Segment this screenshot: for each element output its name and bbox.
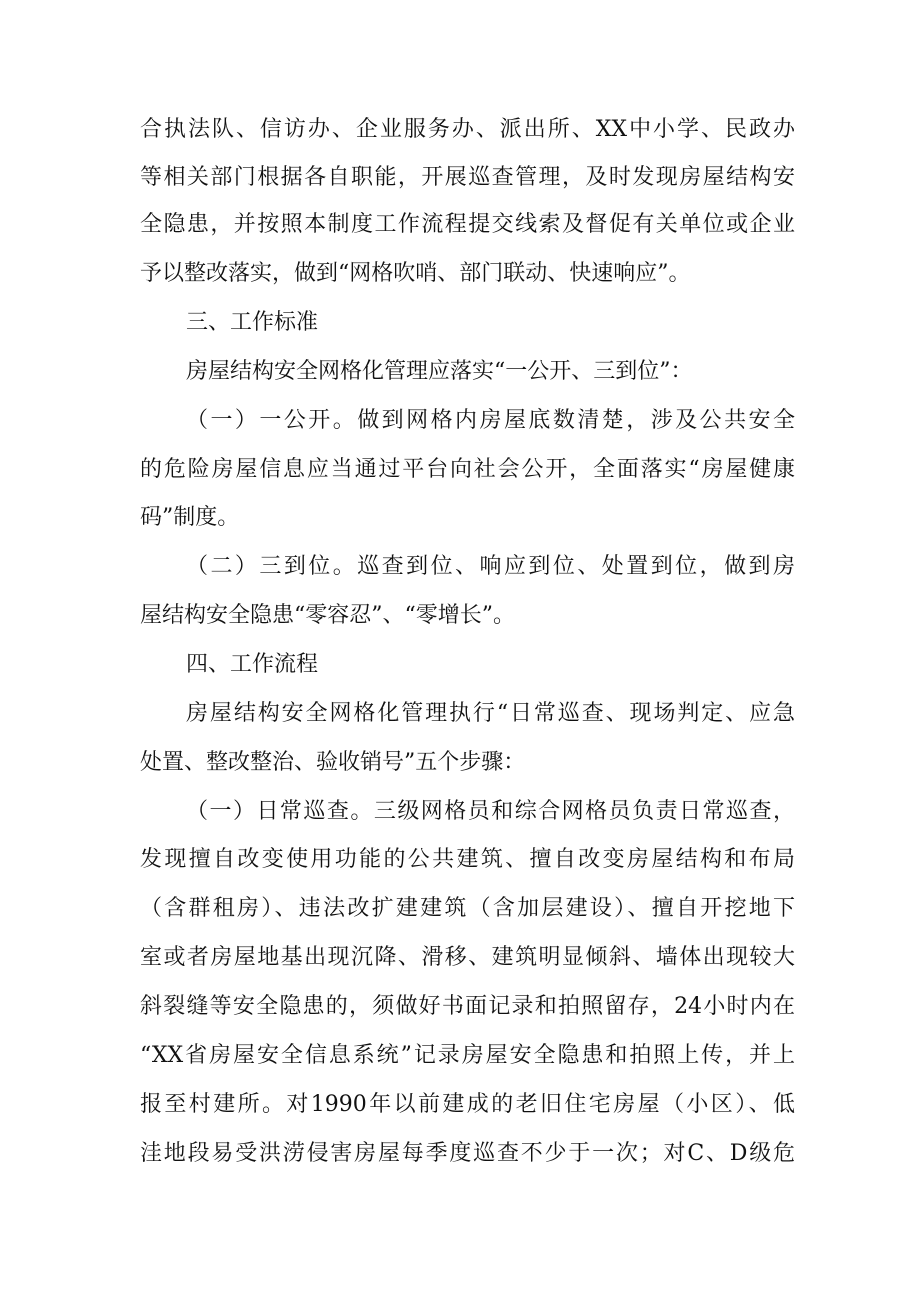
- paragraph-line: 斜裂缝等安全隐患的，须做好书面记录和拍照留存，24小时内在: [140, 994, 795, 1019]
- paragraph-line: 合执法队、信访办、企业服务办、派出所、XX中小学、民政办: [140, 117, 795, 142]
- paragraph-line: 的危险房屋信息应当通过平台向社会公开，全面落实“房屋健康: [140, 457, 795, 482]
- paragraph-line: 码”制度。: [140, 505, 240, 530]
- section-heading: 三、工作标准: [186, 310, 319, 335]
- paragraph-line: 房屋结构安全网格化管理执行“日常巡查、现场判定、应急: [186, 701, 795, 726]
- paragraph-line: （二）三到位。巡查到位、响应到位、处置到位，做到房: [186, 554, 795, 579]
- paragraph-line: 予以整改落实，做到“网格吹哨、部门联动、快速响应”。: [140, 261, 691, 286]
- paragraph-line: 洼地段易受洪涝侵害房屋每季度巡查不少于一次；对C、D级危: [140, 1141, 795, 1166]
- paragraph-line: 报至村建所。对1990年以前建成的老旧住宅房屋（小区）、低: [140, 1092, 795, 1117]
- paragraph-line: （含群租房）、违法改扩建建筑（含加层建设）、擅自开挖地下: [140, 896, 795, 921]
- paragraph-line: 等相关部门根据各自职能，开展巡查管理，及时发现房屋结构安: [140, 165, 795, 190]
- paragraph-line: “XX省房屋安全信息系统”记录房屋安全隐患和拍照上传，并上: [140, 1043, 795, 1068]
- paragraph-line: 房屋结构安全网格化管理应落实“一公开、三到位”：: [186, 359, 693, 384]
- paragraph-line: （一）日常巡查。三级网格员和综合网格员负责日常巡查，: [186, 799, 795, 824]
- paragraph-line: 发现擅自改变使用功能的公共建筑、擅自改变房屋结构和布局: [140, 847, 795, 872]
- paragraph-line: 室或者房屋地基出现沉降、滑移、建筑明显倾斜、墙体出现较大: [140, 945, 795, 970]
- section-heading: 四、工作流程: [186, 652, 319, 677]
- paragraph-line: 全隐患，并按照本制度工作流程提交线索及督促有关单位或企业: [140, 212, 795, 237]
- paragraph-line: （一）一公开。做到网格内房屋底数清楚，涉及公共安全: [186, 408, 795, 433]
- paragraph-line: 处置、整改整治、验收销号”五个步骤：: [140, 750, 526, 775]
- paragraph-line: 屋结构安全隐患“零容忍”、“零增长”。: [140, 603, 515, 628]
